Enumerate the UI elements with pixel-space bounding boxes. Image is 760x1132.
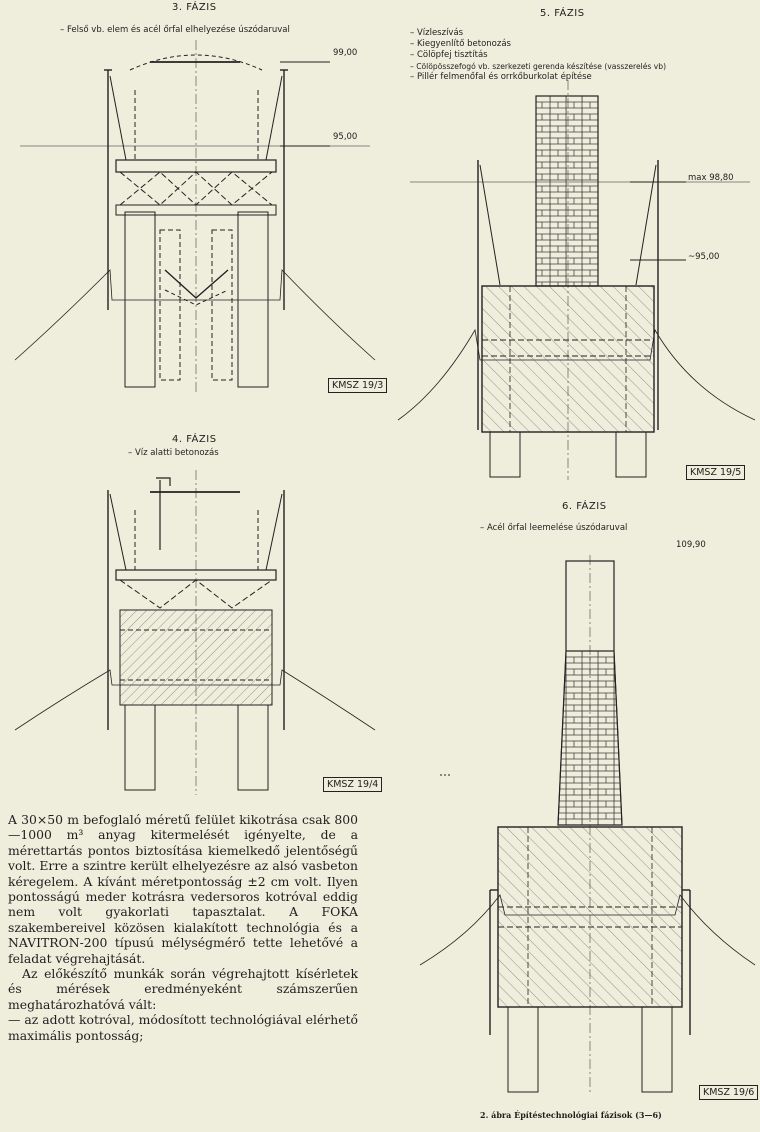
phase6-item: – Acél őrfal leemelése úszódaruval <box>480 523 628 533</box>
level-label: 109,90 <box>676 540 706 550</box>
phase5-panel <box>390 0 760 490</box>
level-label: 95,00 <box>333 132 358 142</box>
paragraph: Az előkészítő munkák során végrehajtott kísérletek és mérések eredményeként számszerűen meghatározhatóvá vált: <box>8 966 358 1012</box>
phase6-title: 6. FÁZIS <box>562 501 607 512</box>
figure-caption: 2. ábra Építéstechnológiai fázisok (3—6) <box>480 1110 662 1120</box>
phase3-item: – Felső vb. elem és acél őrfal elhelyezése úszódaruval <box>60 25 290 35</box>
level-label: max 98,80 <box>688 173 734 183</box>
drawing-code: KMSZ 19/3 <box>328 378 387 393</box>
article-text <box>8 812 358 1043</box>
phase4-title: 4. FÁZIS <box>172 434 217 445</box>
phase5-item: – Vízleszívás <box>410 28 464 38</box>
phase4-panel <box>0 430 380 800</box>
phase4-item: – Víz alatti betonozás <box>128 448 219 458</box>
level-label: ~95,00 <box>688 252 720 262</box>
phase3-panel <box>0 0 384 410</box>
paragraph: A 30×50 m befoglaló méretű felület kikotrása csak 800—1000 m³ anyag kitermelését igényelte, de a mérettartás pontos biztosítása kiemelkedő jelentőségű volt. Erre a szintre került elhelyezésre az alsó vasbeton kéregelem. A kívánt méretpontosság ±2 cm volt. Ilyen pontosságú meder kotrásra vedersoros kotróval eddig nem volt gyakorlati tapasztalat. A FOKA szakembereivel közösen kialakított technológia és a NAVITRON-200 típusú mélységmérő tette lehetővé a feladat végrehajtását. <box>8 812 358 966</box>
level-label: 99,00 <box>333 48 358 58</box>
drawing-code: KMSZ 19/5 <box>686 465 745 480</box>
phase3-drawing <box>0 0 380 410</box>
phase5-title: 5. FÁZIS <box>540 8 585 19</box>
drawing-code: KMSZ 19/6 <box>699 1085 758 1100</box>
phase3-title: 3. FÁZIS <box>172 2 217 13</box>
phase6-panel <box>390 495 760 1105</box>
phase5-item: – Cölöpösszefogó vb. szerkezeti gerenda készítése (vasszerelés vb) <box>410 62 667 71</box>
phase5-item: – Pillér felmenőfal és orrkőburkolat építése <box>410 72 592 82</box>
phase6-drawing <box>390 495 760 1105</box>
drawing-code: KMSZ 19/4 <box>323 777 382 792</box>
phase5-item: – Cölöpfej tisztítás <box>410 50 488 60</box>
phase5-item: – Kiegyenlítő betonozás <box>410 39 511 49</box>
phase4-drawing <box>0 430 380 800</box>
paragraph: — az adott kotróval, módosított technológiával elérhető maximális pontosság; <box>8 1012 358 1043</box>
